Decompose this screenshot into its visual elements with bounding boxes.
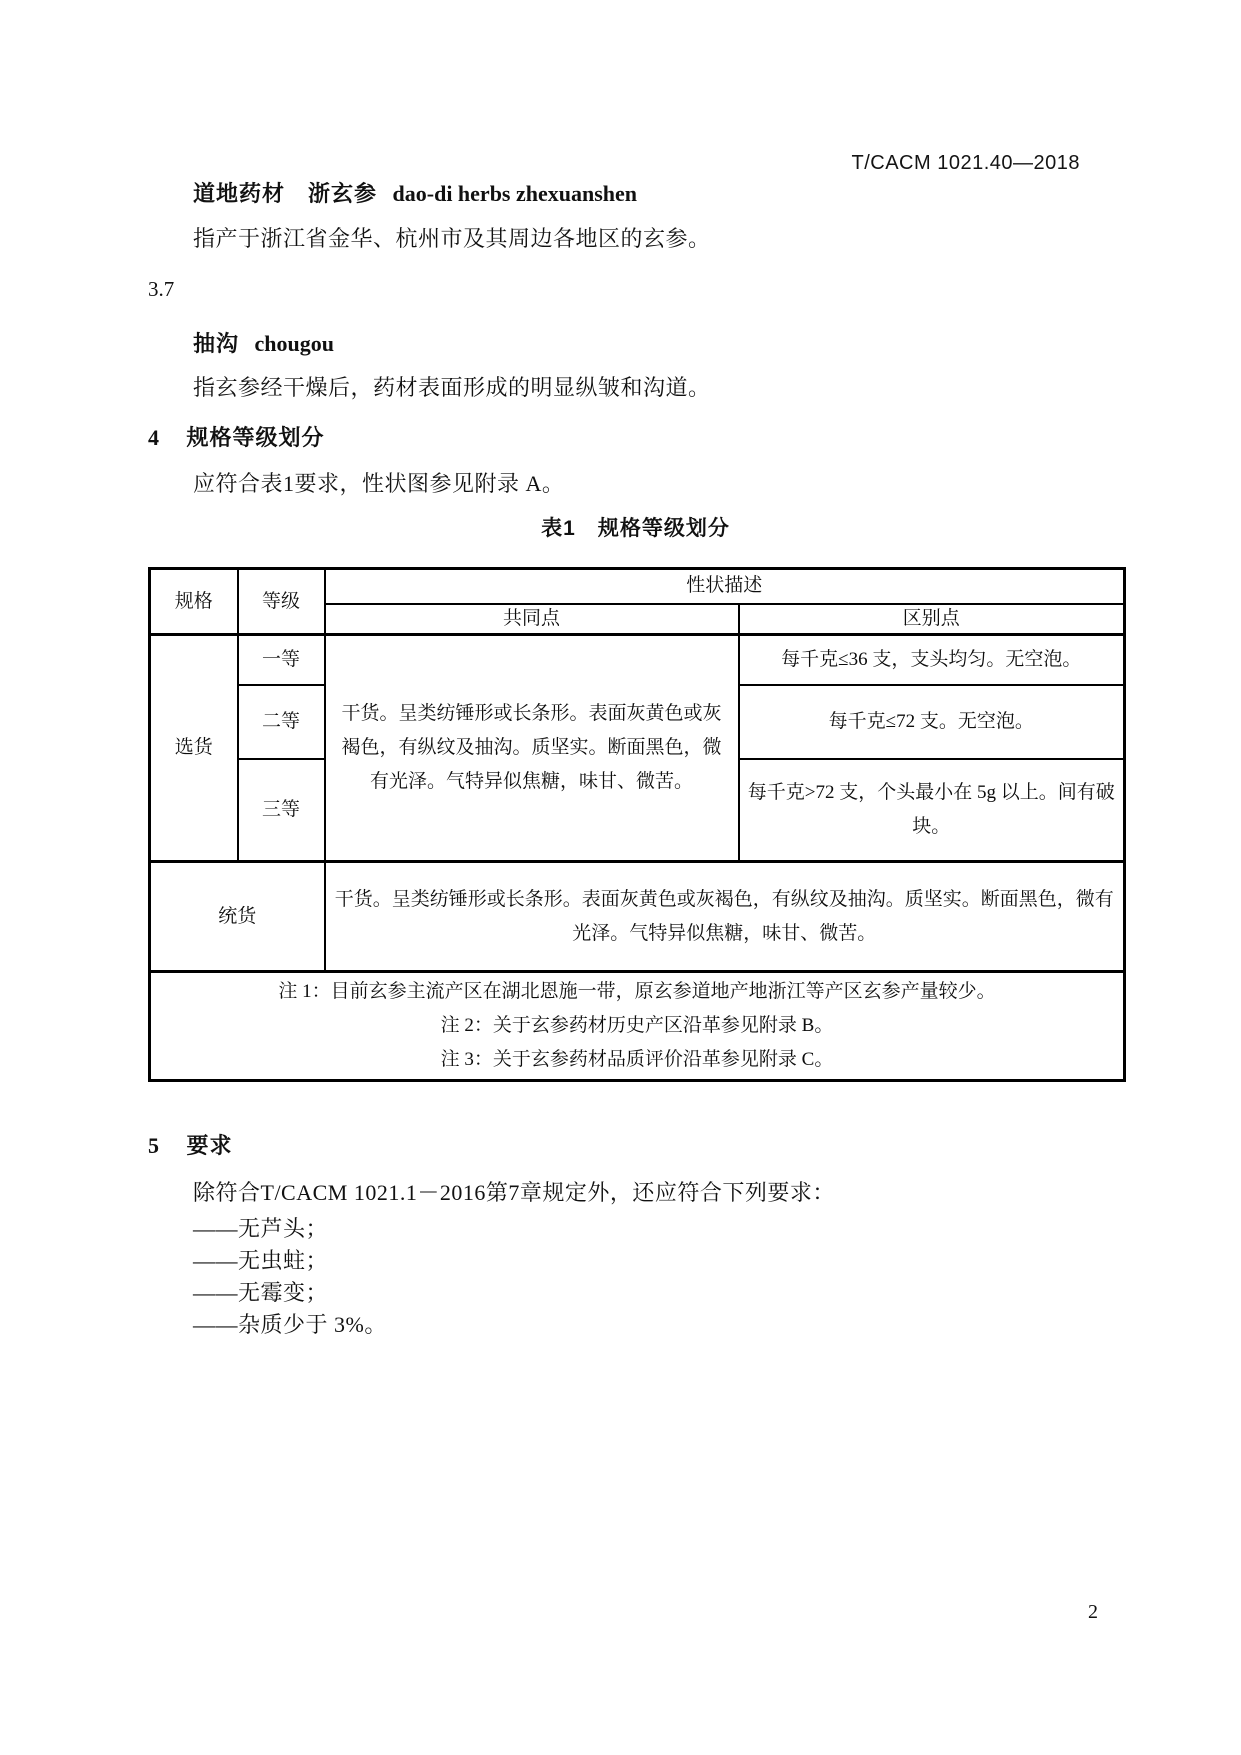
cell-grade1-difference: 每千克≤36 支，支头均匀。无空泡。 (739, 635, 1125, 685)
table-notes-cell (150, 972, 1125, 1081)
section5-body: 除符合T/CACM 1021.1－2016第7章规定外，还应符合下列要求： (193, 1180, 835, 1205)
term1-heading-zh: 道地药材 浙玄参 (193, 181, 378, 206)
standard-number: T/CACM 1021.40—2018 (851, 152, 1080, 174)
cell-unselected-description: 干货。呈类纺锤形或长条形。表面灰黄色或灰褐色，有纵纹及抽沟。质坚实。断面黑色，微有光泽。气特异似焦糖，味甘、微苦。 (325, 862, 1125, 972)
term1-definition: 指产于浙江省金华、杭州市及其周边各地区的玄参。 (193, 226, 711, 251)
requirements-list (193, 1213, 387, 1341)
requirement-item: ——无虫蛀； (193, 1248, 329, 1273)
term2-heading (193, 327, 334, 358)
cell-grade1: 一等 (238, 635, 325, 685)
term1-heading-en: dao-di herbs zhexuanshen (392, 181, 638, 206)
table-header-row-1 (150, 569, 1125, 604)
header-cell-spec: 规格 (150, 569, 238, 635)
table-row-unselected (150, 862, 1125, 972)
section4-heading (148, 421, 325, 452)
header-cell-description: 性状描述 (325, 569, 1125, 604)
term2-definition: 指玄参经干燥后，药材表面形成的明显纵皱和沟道。 (193, 375, 711, 400)
requirement-item: ——无霉变； (193, 1280, 329, 1305)
requirement-item: ——无芦头； (193, 1216, 329, 1241)
cell-grade3: 三等 (238, 759, 325, 862)
cell-grade2-difference: 每千克≤72 支。无空泡。 (739, 685, 1125, 759)
section5-heading (148, 1129, 233, 1160)
cell-spec-unselected: 统货 (150, 862, 325, 972)
table-note-3: 注 3：关于玄参药材品质评价沿革参见附录 C。 (440, 1049, 834, 1070)
table-note-2: 注 2：关于玄参药材历史产区沿革参见附录 B。 (440, 1015, 834, 1036)
term2-heading-en: chougou (254, 331, 334, 356)
table-notes-row (150, 972, 1125, 1081)
cell-grade2: 二等 (238, 685, 325, 759)
table1-caption: 表1 规格等级划分 (541, 517, 730, 540)
table-row-grade1 (150, 635, 1125, 685)
spec-grade-table (148, 567, 1126, 1082)
header-cell-common: 共同点 (325, 604, 739, 635)
requirement-item: ——杂质少于 3%。 (193, 1312, 387, 1337)
section4-number: 4 (148, 425, 159, 450)
table-note-1: 注 1：目前玄参主流产区在湖北恩施一带，原玄参道地产地浙江等产区玄参产量较少。 (278, 981, 996, 1002)
page-number: 2 (1088, 1601, 1098, 1623)
term2-heading-zh: 抽沟 (193, 331, 240, 356)
section5-number: 5 (148, 1133, 159, 1158)
section4-title: 规格等级划分 (186, 425, 325, 450)
clause-number-3-7: 3.7 (148, 277, 175, 301)
term1-heading (193, 177, 637, 208)
header-cell-difference: 区别点 (739, 604, 1125, 635)
header-cell-grade: 等级 (238, 569, 325, 635)
section4-body: 应符合表1要求，性状图参见附录 A。 (193, 471, 565, 496)
cell-selected-common: 干货。呈类纺锤形或长条形。表面灰黄色或灰褐色，有纵纹及抽沟。质坚实。断面黑色，微有光泽。气特异似焦糖，味甘、微苦。 (325, 635, 739, 862)
cell-spec-selected: 选货 (150, 635, 238, 862)
section5-title: 要求 (186, 1133, 233, 1158)
cell-grade3-difference: 每千克>72 支，个头最小在 5g 以上。间有破块。 (739, 759, 1125, 862)
